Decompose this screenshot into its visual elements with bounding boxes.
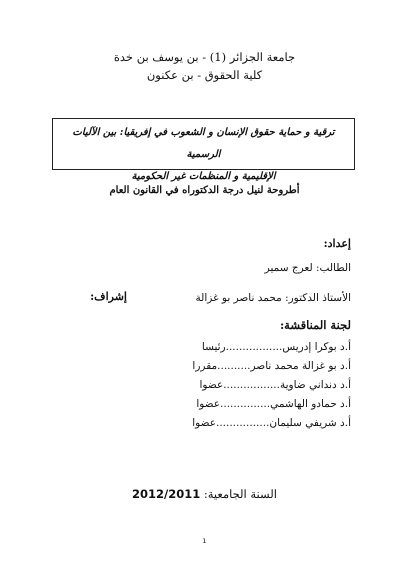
jury-member: أ.د شريفي سليمان................عضوا	[192, 417, 351, 429]
preparation-label: إعداد:	[323, 237, 351, 250]
jury-member: أ.د بو غزالة محمد ناصر..........مقررا	[192, 360, 351, 372]
jury-label: لجنة المناقشة:	[279, 318, 351, 332]
faculty-name: كلية الحقوق - بن عكنون	[146, 68, 263, 82]
jury-member: أ.د دنداني ضاوية.................عضوا	[199, 379, 351, 391]
academic-year-label: السنة الجامعية:	[203, 487, 277, 501]
jury-member: أ.د حمادو الهاشمي...............عضوا	[196, 398, 351, 410]
degree-statement: أطروحة لنيل درجة الدكتوراه في القانون العام	[109, 185, 300, 196]
supervisor-name: الأستاذ الدكتور: محمد ناصر بو غزالة	[195, 292, 351, 304]
academic-year-value: 2012/2011	[132, 487, 201, 501]
university-name: جامعة الجزائر (1) - بن يوسف بن خدة	[113, 50, 296, 64]
thesis-title-box	[52, 118, 355, 182]
academic-year	[0, 487, 409, 501]
student-name: الطالب: لعرج سمير	[264, 262, 351, 274]
thesis-title-line2: الإقليمية و المنظمات غير الحكومية	[131, 171, 276, 182]
jury-member: أ.د بوكرا إدريس.................رئيسا	[201, 341, 351, 353]
page-number: 1	[202, 537, 207, 545]
thesis-title-line1: ترقية و حماية حقوق الإنسان و الشعوب في إفريقيا: بين الآليات الرسمية	[72, 127, 335, 160]
supervision-label: إشراف:	[90, 290, 127, 303]
